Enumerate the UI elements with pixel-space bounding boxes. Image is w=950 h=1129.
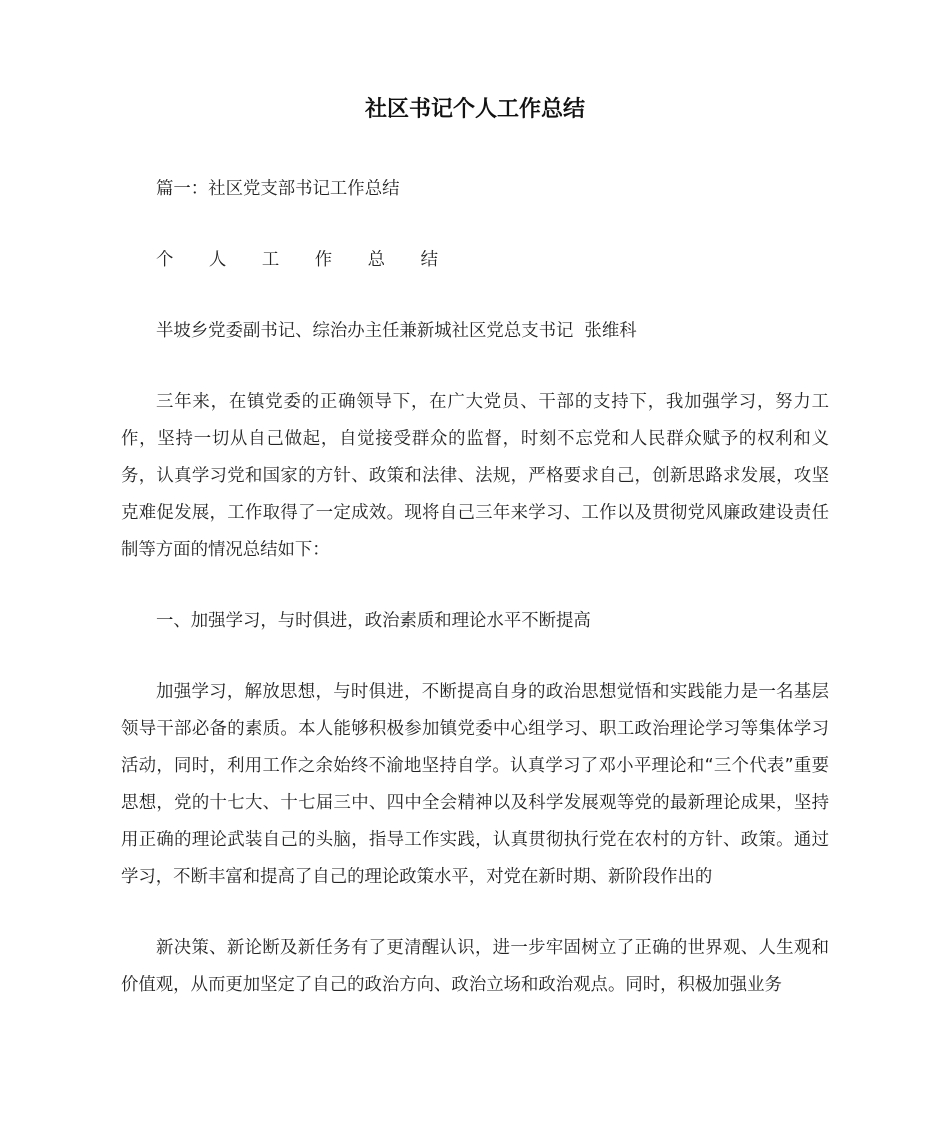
document-title: 社区书记个人工作总结 xyxy=(364,97,585,122)
paragraph-study: 加强学习，解放思想，与时俱进，不断提高自身的政治思想觉悟和实践能力是一名基层领导干部必备的素质。本人能够积极参加镇党委中心组学习、职工政治理论学习等集体学习活动，同时，利用工作之余始终不渝地坚持自学。认真学习了邓小平理论和“三个代表”重要思想，党的十七大、十七届三中、四中全会精神以及科学发展观等党的最新理论成果，坚持用正确的理论武装自己的头脑，指导工作实践，认真贯彻执行党在农村的方针、政策。通过学习，不断丰富和提高了自己的理论政策水平，对党在新时期、新阶段作出的 xyxy=(121,682,829,887)
document-subtitle: 个 人 工 作 总 结 xyxy=(156,250,453,270)
paragraph-intro: 三年来，在镇党委的正确领导下，在广大党员、干部的支持下，我加强学习，努力工作，坚持一切从自己做起，自觉接受群众的监督，时刻不忘党和人民群众赋予的权利和义务，认真学习党和国家的方针、政策和法律、法规，严格要求自己，创新思路求发展，攻坚克难促发展，工作取得了一定成效。现将自己三年来学习、工作以及贯彻党风廉政建设责任制等方面的情况总结如下： xyxy=(121,392,829,560)
author-line: 半坡乡党委副书记、综治办主任兼新城社区党总支书记 张维科 xyxy=(156,321,637,341)
paragraph-continued: 新决策、新论断及新任务有了更清醒认识，进一步牢固树立了正确的世界观、人生观和价值观，从而更加坚定了自己的政治方向、政治立场和政治观点。同时，积极加强业务 xyxy=(121,938,829,995)
section-heading: 篇一：社区党支部书记工作总结 xyxy=(156,179,400,199)
section-heading-1: 一、加强学习，与时俱进，政治素质和理论水平不断提高 xyxy=(156,611,591,631)
